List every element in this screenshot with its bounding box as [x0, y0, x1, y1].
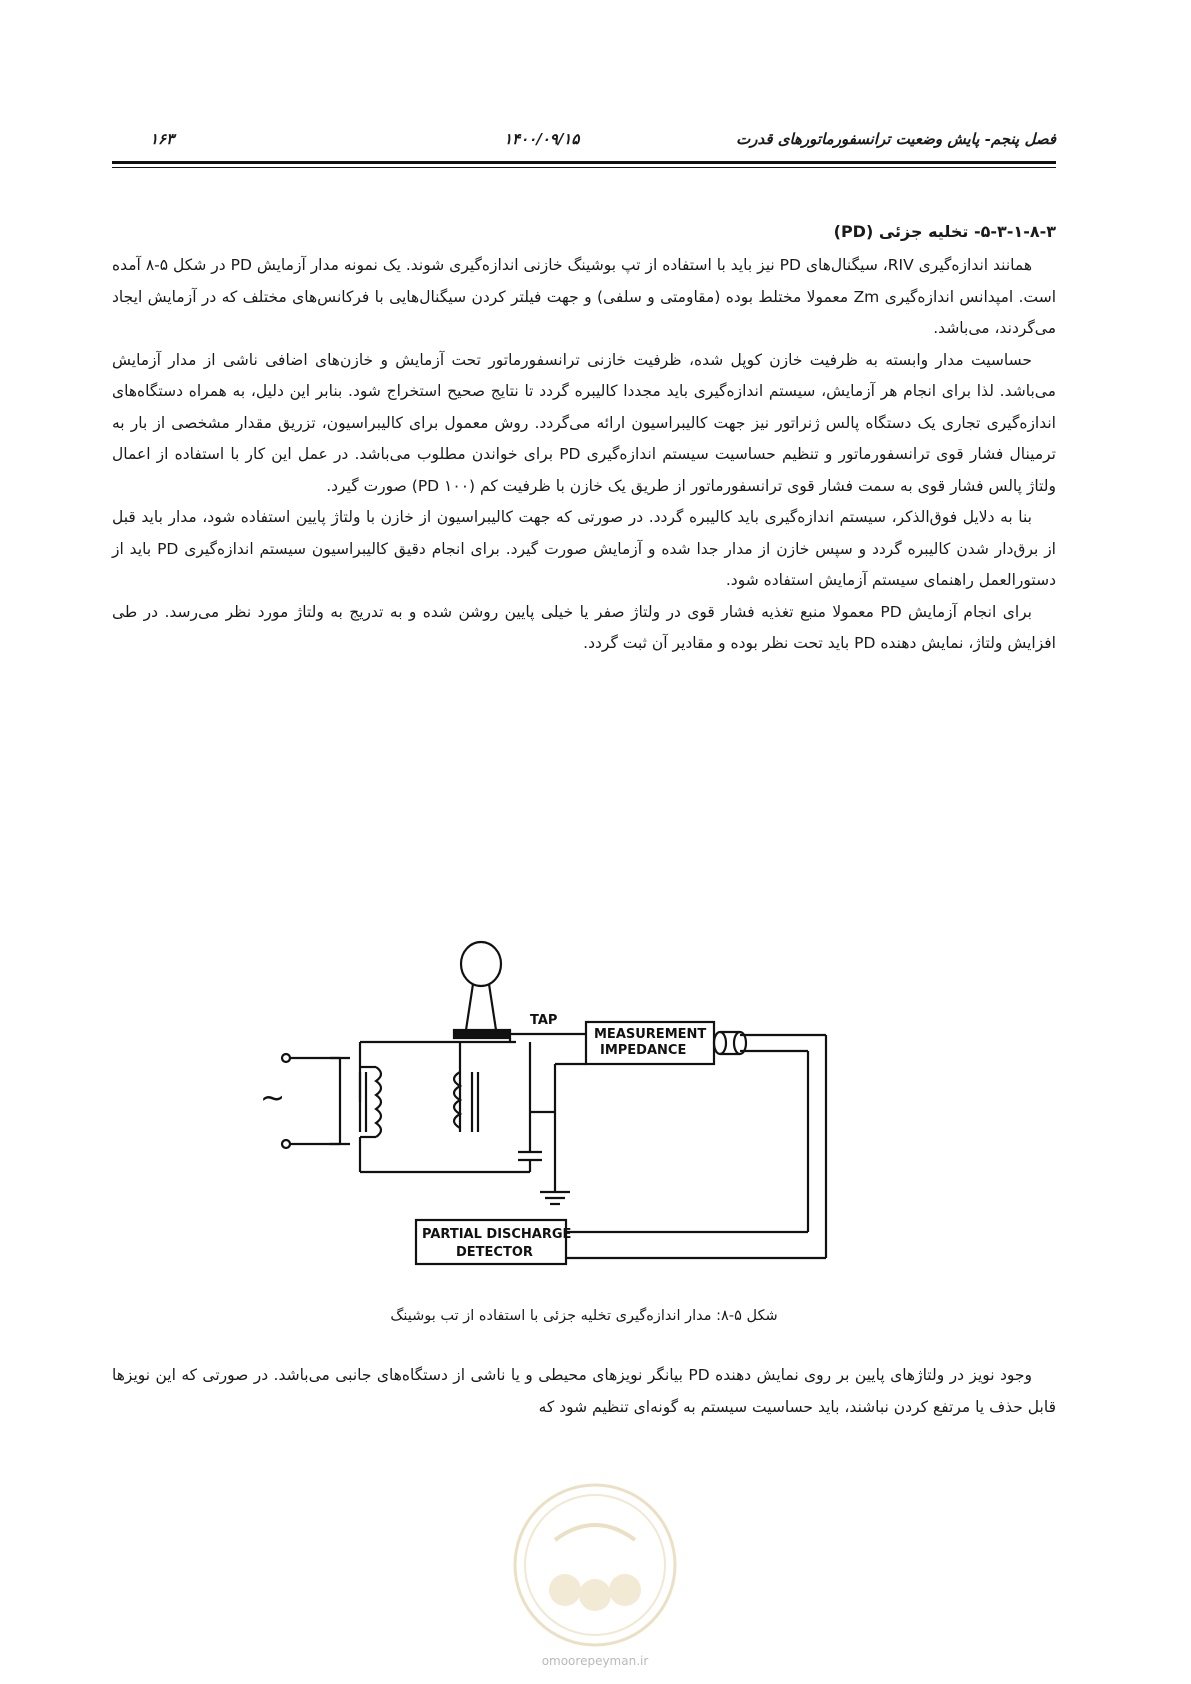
paragraph-test-procedure: برای انجام آزمایش PD معمولا منبع تغذیه فشار قوی در ولتاژ صفر یا خیلی پایین روشن شده و به تدریج به ولتاژ مورد نظر می‌رسد. در طی افزایش ولتاژ، نمایش دهنده PD باید تحت نظر بوده و مقادیر آن ثبت گردد.: [112, 602, 1056, 652]
header-date: ۱۴۰۰/۰۹/۱۵: [504, 130, 580, 148]
paragraph-sensitivity: حساسیت مدار وابسته به ظرفیت خازن کوپل شده، ظرفیت خازنی ترانسفورماتور تحت آزمایش و خازن‌های اضافی ناشی از مدار آزمایش می‌باشد. لذا برای انجام هر آزمایش، سیستم اندازه‌گیری باید مجددا کالیبره گردد تا نتایج صحیح استخراج شود. بنابر این دلیل، به همراه دستگاه‌های اندازه‌گیری تجاری یک دستگاه پالس ژنراتور نیز جهت کالیبراسیون ارائه می‌گردد. روش معمول برای کالیبراسیون، تزریق مقدار مشخصی از بار به ترمینال فشار قوی ترانسفورماتور و تنظیم حساسیت سیستم اندازه‌گیری PD برای خواندن مطلوب می‌باشد. در عمل این کار با استفاده از اعمال ولتاژ پالس فشار قوی به سمت فشار قوی ترانسفورماتور از طریق یک خازن با ظرفیت کم (۱۰۰ PD) صورت گیرد.: [112, 350, 1056, 495]
header-rule-thin: [112, 167, 1056, 168]
paragraph-calibration: بنا به دلایل فوق‌الذکر، سیستم اندازه‌گیری باید کالیبره گردد. در صورتی که جهت کالیبراسیون از خازن با ولتاژ پایین استفاده شود، مدار باید قبل از برق‌دار شدن کالیبره گردد و سپس خازن از مدار جدا شده و آزمایش صورت گیرد. برای انجام دقیق کالیبراسیون سیستم اندازه‌گیری PD باید از دستورالعمل راهنمای سیستم آزمایش استفاده شود.: [112, 508, 1056, 589]
paragraph-noise: وجود نویز در ولتاژهای پایین بر روی نمایش دهنده PD بیانگر نویزهای محیطی و یا ناشی از دستگاه‌های جانبی می‌باشد. در صورتی که این نویزها قابل حذف یا مرتفع کردن نباشند، باید حساسیت سیستم به گونه‌ای تنظیم شود که: [112, 1366, 1056, 1416]
measurement-impedance-label-1: MEASUREMENT: [594, 1027, 707, 1042]
body-text: [112, 250, 1056, 660]
pd-circuit-diagram: [260, 932, 880, 1292]
watermark-seal-icon: [510, 1480, 680, 1650]
watermark-url: omoorepeyman.ir: [541, 1654, 649, 1668]
ac-source-symbol: ~: [260, 1081, 286, 1116]
watermark-logo: [510, 1480, 680, 1650]
measurement-impedance-label-2: IMPEDANCE: [600, 1043, 687, 1058]
figure-caption: شکل ۵-۸: مدار اندازه‌گیری تخلیه جزئی با استفاده از تب بوشینگ: [390, 1308, 778, 1324]
section-heading: ۵-۳-۱-۸-۳- تخلیه جزئی (PD): [833, 222, 1056, 241]
pd-circuit-figure: [260, 932, 880, 1292]
closing-text: [112, 1360, 1056, 1423]
tap-label: TAP: [530, 1013, 558, 1028]
header-rule: [112, 161, 1056, 164]
chapter-title: فصل پنجم- پایش وضعیت ترانسفورماتورهای قدرت: [736, 130, 1056, 148]
detector-label-1: PARTIAL DISCHARGE: [422, 1227, 572, 1242]
page-number: ۱۶۳: [150, 130, 175, 148]
page-header: [112, 128, 1056, 162]
detector-label-2: DETECTOR: [456, 1245, 533, 1260]
paragraph-intro: همانند اندازه‌گیری RIV، سیگنال‌های PD نیز باید با استفاده از تپ بوشینگ خازنی اندازه‌گیری شوند. یک نمونه مدار آزمایش PD در شکل ۵-۸ آمده است. امپدانس اندازه‌گیری Zm معمولا مختلط بوده (مقاومتی و سلفی) و جهت فیلتر کردن سیگنال‌هایی با فرکانس‌های مختلف که در آزمایش ایجاد می‌گردند، می‌باشد.: [112, 256, 1056, 337]
